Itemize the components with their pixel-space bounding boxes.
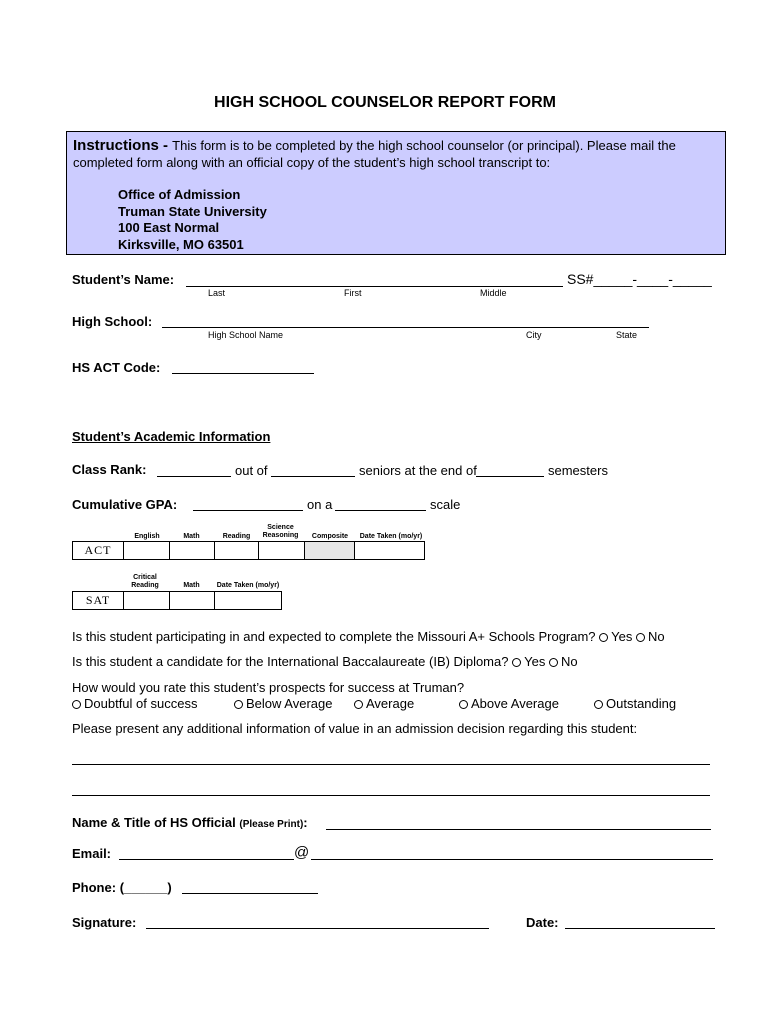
rating-below-average-option[interactable] [234, 696, 333, 711]
student-name-field[interactable] [186, 286, 563, 287]
sat-header-critical-reading: Critical Reading [131, 574, 159, 589]
act-composite-cell[interactable] [304, 541, 355, 560]
ib-question-text: Is this student a candidate for the International Baccalaureate (IB) Diploma? [72, 654, 509, 669]
ss-number-field[interactable]: SS#_____-____-_____ [567, 271, 712, 287]
gpa-field[interactable] [193, 510, 303, 511]
address-line: Truman State University [118, 203, 267, 219]
sat-row-label: SAT [72, 591, 124, 610]
date-field[interactable] [565, 928, 715, 929]
sat-header-math: Math [183, 582, 200, 589]
radio-icon [354, 700, 363, 709]
act-header-date: Date Taken (mo/yr) [359, 533, 423, 540]
no-label: No [648, 629, 665, 644]
address-line: 100 East Normal [118, 220, 220, 235]
yes-label: Yes [611, 629, 633, 644]
act-header-composite: Composite [311, 533, 349, 540]
high-school-name-sublabel: High School Name [208, 330, 284, 340]
radio-icon [72, 700, 81, 709]
a-plus-question-text: Is this student participating in and expected to complete the Missouri A+ Schools Program? [72, 629, 596, 644]
gpa-label: Cumulative GPA: [72, 497, 178, 512]
phone-label-text: Phone: [72, 880, 117, 895]
instructions-text [73, 137, 721, 171]
signature-label: Signature: [72, 915, 137, 930]
rating-above-average-option[interactable] [459, 696, 559, 711]
gpa-scale-field[interactable] [335, 510, 426, 511]
middle-name-sublabel: Middle [480, 288, 507, 298]
radio-icon [636, 633, 645, 642]
ib-question [72, 654, 578, 669]
instructions-box [66, 131, 726, 255]
mailing-address [118, 187, 267, 253]
class-rank-field[interactable] [157, 476, 231, 477]
additional-info-line[interactable] [72, 764, 710, 765]
semesters-text: semesters [548, 463, 608, 478]
act-english-cell[interactable] [123, 541, 170, 560]
no-label: No [560, 654, 578, 669]
sat-critical-reading-cell[interactable] [123, 591, 170, 610]
act-math-cell[interactable] [169, 541, 215, 560]
additional-info-line[interactable] [72, 795, 710, 796]
form-title: HIGH SCHOOL COUNSELOR REPORT FORM [214, 94, 556, 111]
a-plus-yes-option[interactable] [599, 629, 632, 644]
seniors-end-text: seniors at the end of [359, 463, 477, 478]
rating-outstanding-option[interactable] [594, 696, 676, 711]
act-header-english: English [134, 533, 160, 540]
state-sublabel: State [616, 330, 638, 340]
scale-text: scale [430, 497, 461, 512]
sat-math-cell[interactable] [169, 591, 215, 610]
act-reading-cell[interactable] [214, 541, 259, 560]
sat-header-date: Date Taken (mo/yr) [216, 582, 280, 589]
at-sign: @ [294, 844, 310, 861]
instructions-body: This form is to be completed by the high school counselor (or principal). Please mail the completed form along with an official copy of the student’s high school transcript to: [73, 138, 676, 170]
colon: : [303, 815, 308, 830]
signature-field[interactable] [146, 928, 489, 929]
hs-act-code-label: HS ACT Code: [72, 360, 161, 375]
email-label: Email: [72, 846, 112, 861]
radio-icon [594, 700, 603, 709]
rating-label: Above Average [471, 696, 559, 711]
radio-icon [599, 633, 608, 642]
date-label: Date: [526, 915, 559, 930]
address-line: Office of Admission [118, 187, 241, 202]
official-name-title-field[interactable] [326, 829, 711, 830]
high-school-field[interactable] [162, 327, 649, 328]
act-science-cell[interactable] [258, 541, 305, 560]
class-rank-label: Class Rank: [72, 462, 147, 477]
radio-icon [512, 658, 521, 667]
radio-icon [234, 700, 243, 709]
hs-act-code-field[interactable] [172, 373, 314, 374]
please-print-note: (Please Print) [239, 819, 304, 830]
academic-info-heading: Student’s Academic Information [72, 429, 271, 444]
semesters-field[interactable] [476, 476, 544, 477]
phone-label [72, 880, 172, 895]
last-name-sublabel: Last [208, 288, 226, 298]
ib-yes-option[interactable] [512, 654, 545, 669]
act-header-math: Math [183, 533, 200, 540]
act-date-cell[interactable] [354, 541, 425, 560]
email-user-field[interactable] [119, 859, 294, 860]
address-line: Kirksville, MO 63501 [118, 236, 244, 252]
ib-no-option[interactable] [549, 654, 578, 669]
radio-icon [459, 700, 468, 709]
out-of-text: out of [235, 463, 268, 478]
instructions-heading: Instructions - [73, 137, 173, 154]
on-a-text: on a [307, 497, 333, 512]
high-school-label: High School: [72, 314, 153, 329]
act-row-label: ACT [72, 541, 124, 560]
rating-label: Outstanding [606, 696, 677, 711]
yes-label: Yes [524, 654, 546, 669]
email-domain-field[interactable] [311, 859, 713, 860]
official-name-title-label [72, 815, 308, 830]
act-header-reading: Reading [222, 533, 251, 540]
prospects-question: How would you rate this student’s prospects for success at Truman? [72, 680, 465, 695]
phone-number-field[interactable] [182, 893, 318, 894]
rating-label: Below Average [246, 696, 333, 711]
sat-date-cell[interactable] [214, 591, 282, 610]
official-name-title-text: Name & Title of HS Official [72, 815, 236, 830]
student-name-label: Student’s Name: [72, 272, 175, 287]
additional-info-prompt: Please present any additional information of value in an admission decision regarding this student: [72, 721, 638, 736]
phone-area-code-field[interactable]: (______) [119, 880, 172, 895]
a-plus-question [72, 629, 665, 644]
rating-label: Average [366, 696, 415, 711]
a-plus-no-option[interactable] [636, 629, 665, 644]
radio-icon [549, 658, 558, 667]
city-sublabel: City [526, 330, 542, 340]
rating-label: Doubtful of success [84, 696, 198, 711]
rating-doubtful-option[interactable] [72, 696, 197, 711]
first-name-sublabel: First [344, 288, 362, 298]
act-header-science: Science Reasoning [262, 524, 299, 539]
rating-average-option[interactable] [354, 696, 414, 711]
class-size-field[interactable] [271, 476, 355, 477]
